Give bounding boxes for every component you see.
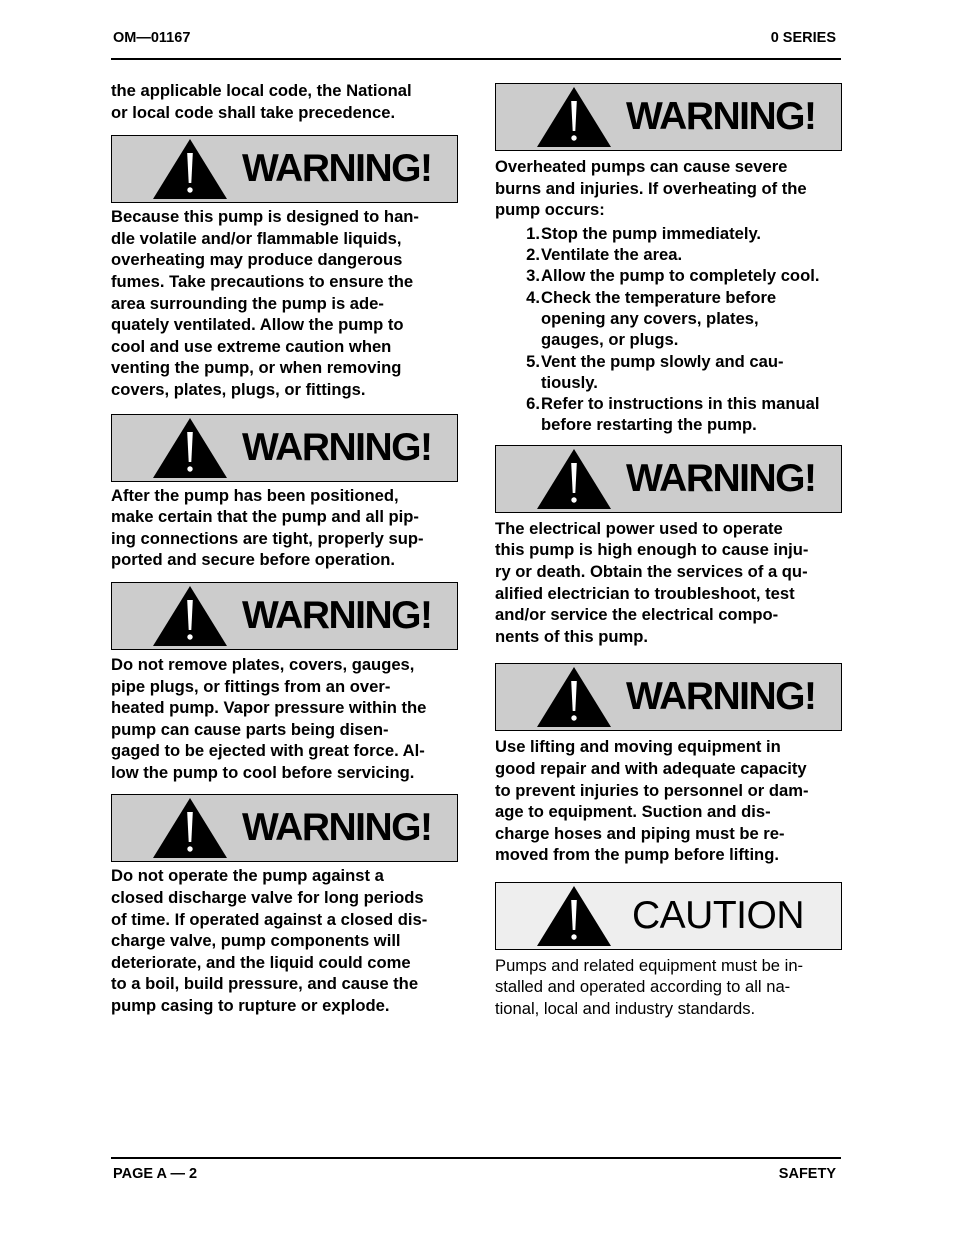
warning-triangle-icon: [537, 449, 611, 509]
list-item: [495, 287, 842, 351]
list-number: 1.: [526, 223, 540, 243]
text-line: pump casing to rupture or explode.: [111, 996, 390, 1016]
text-line: Check the temperature before: [541, 287, 777, 307]
header-rule: [111, 58, 841, 60]
warning-text: [495, 736, 842, 866]
warning-text: [111, 654, 458, 784]
text-line: quately ventilated. Allow the pump to: [111, 315, 404, 335]
text-line: Because this pump is designed to han-: [111, 207, 419, 227]
text-line: gauges, or plugs.: [541, 330, 679, 350]
list-number: 2.: [526, 245, 540, 265]
text-line: low the pump to cool before servicing.: [111, 762, 415, 782]
text-line: area surrounding the pump is ade-: [111, 293, 384, 313]
text-line: overheating may produce dangerous: [111, 250, 403, 270]
text-line: stalled and operated according to all na-: [495, 977, 791, 997]
text-line: the applicable local code, the National: [111, 81, 412, 100]
text-line: alified electrician to troubleshoot, test: [495, 583, 795, 603]
text-line: moved from the pump before lifting.: [495, 845, 779, 865]
list-item: [495, 393, 842, 436]
warning-text: [111, 206, 458, 400]
text-line: pipe plugs, or fittings from an over-: [111, 676, 391, 696]
caution-banner: [495, 882, 842, 950]
caution-triangle-icon: [537, 886, 611, 946]
text-line: Allow the pump to completely cool.: [541, 266, 820, 286]
text-line: After the pump has been positioned,: [111, 485, 399, 505]
caution-text: [495, 955, 842, 1020]
right-column: [495, 83, 842, 1020]
list-item: [495, 351, 842, 394]
warning-label: WARNING!: [242, 806, 432, 850]
warning-text: [495, 156, 842, 221]
text-line: cool and use extreme caution when: [111, 336, 392, 356]
list-text: [541, 223, 842, 244]
text-line: nents of this pump.: [495, 626, 649, 646]
text-line: fumes. Take precautions to ensure the: [111, 271, 414, 291]
list-item: [495, 265, 842, 286]
text-line: charge hoses and piping must be re-: [495, 823, 785, 843]
list-text: [541, 244, 842, 265]
text-line: opening any covers, plates,: [541, 308, 759, 328]
warning-banner: [111, 794, 458, 862]
warning-banner: [111, 414, 458, 482]
text-line: tional, local and industry standards.: [495, 999, 756, 1019]
text-line: to a boil, build pressure, and cause the: [111, 974, 419, 994]
warning-text: [495, 518, 842, 648]
text-line: Stop the pump immediately.: [541, 223, 762, 243]
text-line: Pumps and related equipment must be in-: [495, 955, 804, 975]
warning-banner: [495, 663, 842, 731]
list-item: [495, 244, 842, 265]
text-line: ported and secure before operation.: [111, 550, 395, 570]
warning-triangle-icon: [537, 87, 611, 147]
text-line: Vent the pump slowly and cau-: [541, 351, 784, 371]
text-line: heated pump. Vapor pressure within the: [111, 698, 427, 718]
list-text: [541, 351, 842, 394]
warning-triangle-icon: [153, 418, 227, 478]
list-text: [541, 287, 842, 351]
text-line: charge valve, pump components will: [111, 931, 401, 951]
warning-triangle-icon: [153, 586, 227, 646]
text-line: The electrical power used to operate: [495, 518, 783, 538]
list-number: 3.: [526, 266, 540, 286]
list-number: 4.: [526, 287, 540, 307]
list-text: [541, 265, 842, 286]
text-line: this pump is high enough to cause inju-: [495, 540, 809, 560]
header-doc-number: OM—01167: [113, 30, 191, 46]
footer-page-number: PAGE A — 2: [113, 1166, 198, 1182]
text-line: burns and injuries. If overheating of the: [495, 178, 807, 198]
text-line: before restarting the pump.: [541, 415, 757, 435]
text-line: deteriorate, and the liquid could come: [111, 952, 411, 972]
text-line: pump occurs:: [495, 200, 605, 220]
text-line: Overheated pumps can cause severe: [495, 157, 788, 176]
warning-label: WARNING!: [626, 456, 816, 500]
warning-banner: [111, 135, 458, 203]
header-series: 0 SERIES: [770, 30, 836, 46]
footer-rule: [111, 1157, 841, 1159]
list-item: [495, 223, 842, 244]
list-number: 5.: [526, 351, 540, 371]
text-line: Ventilate the area.: [541, 245, 683, 265]
text-line: and/or service the electrical compo-: [495, 605, 779, 625]
warning-banner: [495, 83, 842, 151]
warning-banner: [495, 445, 842, 513]
text-line: of time. If operated against a closed dis-: [111, 909, 428, 929]
warning-triangle-icon: [537, 667, 611, 727]
list-number: 6.: [526, 394, 540, 414]
warning-text: [111, 485, 458, 571]
warning-banner: [111, 582, 458, 650]
left-column: [111, 80, 458, 1017]
text-line: good repair and with adequate capacity: [495, 758, 807, 778]
text-line: venting the pump, or when removing: [111, 358, 402, 378]
warning-text: [111, 865, 458, 1016]
text-line: Do not remove plates, covers, gauges,: [111, 654, 415, 674]
warning-label: WARNING!: [626, 95, 816, 138]
text-line: Do not operate the pump against a: [111, 866, 384, 886]
overheat-steps-list: [495, 223, 842, 436]
warning-label: WARNING!: [626, 675, 816, 719]
text-line: Use lifting and moving equipment in: [495, 737, 781, 757]
text-line: ry or death. Obtain the services of a qu-: [495, 561, 808, 581]
text-line: closed discharge valve for long periods: [111, 888, 424, 908]
warning-label: WARNING!: [242, 425, 432, 469]
warning-triangle-icon: [153, 798, 227, 858]
text-line: gaged to be ejected with great force. Al-: [111, 741, 425, 761]
text-line: covers, plates, plugs, or fittings.: [111, 379, 366, 399]
text-line: age to equipment. Suction and dis-: [495, 802, 771, 822]
text-line: make certain that the pump and all pip-: [111, 507, 419, 527]
warning-label: WARNING!: [242, 147, 432, 191]
intro-paragraph: [111, 80, 458, 123]
text-line: to prevent injuries to personnel or dam-: [495, 780, 809, 800]
text-line: pump can cause parts being disen-: [111, 719, 389, 739]
warning-label: WARNING!: [242, 593, 432, 637]
text-line: dle volatile and/or flammable liquids,: [111, 228, 402, 248]
footer-section: SAFETY: [778, 1166, 836, 1182]
text-line: tiously.: [541, 372, 598, 392]
warning-triangle-icon: [153, 139, 227, 199]
list-text: [541, 393, 842, 436]
text-line: or local code shall take precedence.: [111, 102, 396, 122]
caution-label: CAUTION: [632, 893, 804, 937]
text-line: ing connections are tight, properly sup-: [111, 528, 424, 548]
text-line: Refer to instructions in this manual: [541, 394, 820, 414]
